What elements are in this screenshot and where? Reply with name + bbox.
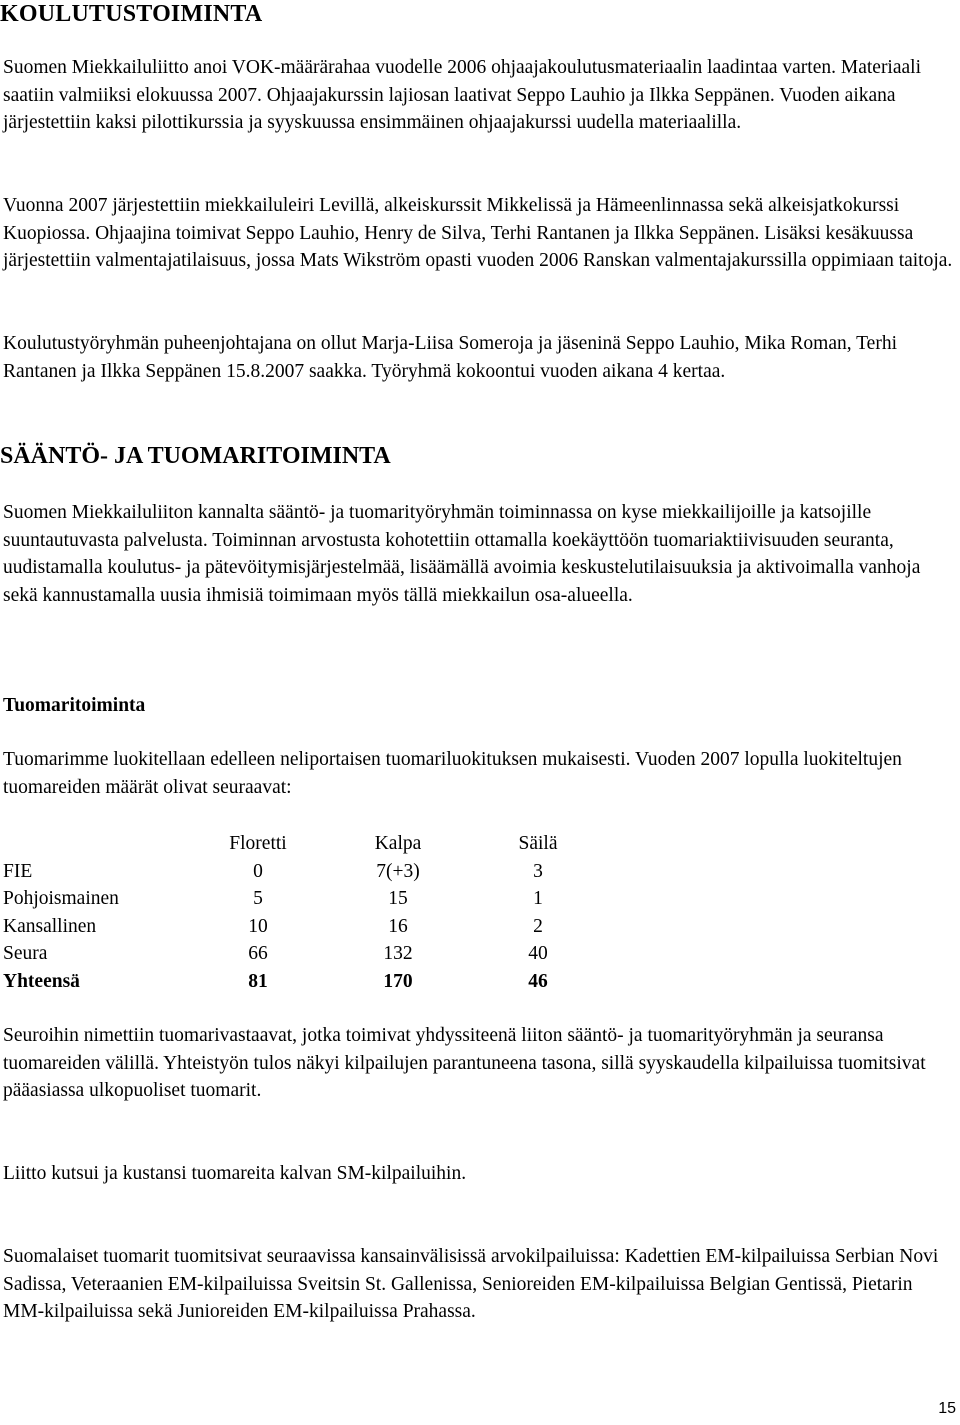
paragraph-koulutus-1: Suomen Miekkailuliitto anoi VOK-määrärahaa vuodelle 2006 ohjaajakoulutusmateriaalin laadintaa varten. Materiaali saatiin valmiiksi elokuussa 2007. Ohjaajakurssin lajiosan laativat Seppo Lauhio ja Ilkka Seppänen. Vuoden aikana järjestettiin kaksi pilottikurssia ja syyskuussa ensimmäinen ohjaajakurssi uudella materiaalilla. [3, 57, 921, 133]
section-heading-saanto-tuomaritoiminta: SÄÄNTÖ- JA TUOMARITOIMINTA [0, 443, 391, 469]
subsection-heading-tuomaritoiminta: Tuomaritoiminta [3, 695, 146, 716]
table-row [3, 858, 603, 886]
table-cell: 132 [383, 943, 413, 964]
table-cell: 7(+3) [376, 860, 420, 882]
table-cell: 0 [253, 860, 263, 882]
table-cell: 15 [388, 888, 408, 909]
table-cell: Seura [3, 943, 48, 964]
paragraph-saanto-1: Suomen Miekkailuliiton kannalta sääntö- ja tuomarityöryhmän toiminnassa on kyse miekkailijoille ja katsojille suuntautuvasta palvelusta. Toiminnan arvostusta kohotettiin ottamalla koekäyttöön tuomariaktiivisuuden seuranta, uudistamalla koulutus- ja pätevöitymisjärjestelmää, lisäämällä avoimia keskustelutilaisuuksia ja aktivoimalla vanhoja sekä kannustamalla uusia ihmisiä toimimaan myös tällä miekkailun osa-alueella. [3, 502, 921, 606]
table-cell: 10 [248, 915, 268, 937]
table-cell: 3 [533, 860, 543, 882]
table-header-cell: Kalpa [374, 833, 422, 854]
paragraph-tuomari-4: Suomalaiset tuomarit tuomitsivat seuraavissa kansainvälisissä arvokilpailuissa: Kadettien EM-kilpailuissa Serbian Novi Sadissa, Veteraanien EM-kilpailuissa Sveitsin St. Gallenissa, Senioreiden EM-kilpailuissa Belgian Gentissä, Pietarin MM-kilpailuissa sekä Junioreiden EM-kilpailuissa Prahassa. [3, 1246, 939, 1322]
table-cell: 5 [253, 888, 263, 909]
table-total-cell: 46 [528, 970, 548, 992]
table-cell: 66 [248, 943, 268, 964]
paragraph-koulutus-2: Vuonna 2007 järjestettiin miekkailuleiri Levillä, alkeiskurssit Mikkelissä ja Hämeenlinnassa sekä alkeisjatkokurssi Kuopiossa. Ohjaajina toimivat Seppo Lauhio, Henry de Silva, Terhi Rantanen ja Ilkka Seppänen. Lisäksi kesäkuussa järjestettiin valmentajatilaisuus, jossa Mats Wikström opasti vuoden 2006 Ranskan valmentajakurssilla oppimiaan taitoja. [3, 195, 953, 271]
table-row [3, 940, 603, 968]
judge-classification-table [3, 830, 603, 995]
table-total-row [3, 968, 603, 996]
section-heading-koulutustoiminta: KOULUTUSTOIMINTA [0, 1, 263, 27]
page-number: 15 [938, 1400, 956, 1417]
table-total-cell: 81 [248, 970, 268, 992]
table-cell: FIE [3, 860, 33, 882]
table-total-cell: Yhteensä [3, 970, 80, 992]
table-cell: Pohjoismainen [3, 888, 119, 909]
table-header-cell [3, 830, 193, 858]
table-total-cell: 170 [383, 970, 413, 992]
table-row [3, 913, 603, 941]
table-header-row [3, 830, 603, 858]
paragraph-tuomari-3: Liitto kutsui ja kustansi tuomareita kalvan SM-kilpailuihin. [3, 1163, 467, 1184]
paragraph-tuomari-1: Tuomarimme luokitellaan edelleen neliportaisen tuomariluokituksen mukaisesti. Vuoden 2007 lopulla luokiteltujen tuomareiden määrät olivat seuraavat: [3, 749, 902, 798]
paragraph-tuomari-2: Seuroihin nimettiin tuomarivastaavat, jotka toimivat yhdyssiteenä liiton sääntö- ja tuomarityöryhmän ja seuransa tuomareiden välillä. Yhteistyön tulos näkyi kilpailujen parantuneena tasona, sillä syyskaudella kilpailuissa tuomitsivat pääasiassa ulkopuoliset tuomarit. [3, 1025, 926, 1101]
table-cell: Kansallinen [3, 915, 97, 937]
paragraph-koulutus-3: Koulutustyöryhmän puheenjohtajana on ollut Marja-Liisa Someroja ja jäseninä Seppo Lauhio, Mika Roman, Terhi Rantanen ja Ilkka Seppänen 15.8.2007 saakka. Työryhmä kokoontui vuoden aikana 4 kertaa. [3, 333, 898, 382]
table-cell: 2 [533, 915, 543, 937]
table-row [3, 885, 603, 913]
table-header-cell: Säilä [518, 833, 558, 854]
table-cell: 16 [388, 915, 408, 937]
table-cell: 40 [528, 943, 548, 964]
table-cell: 1 [533, 888, 543, 909]
table-header-cell: Floretti [229, 833, 287, 854]
